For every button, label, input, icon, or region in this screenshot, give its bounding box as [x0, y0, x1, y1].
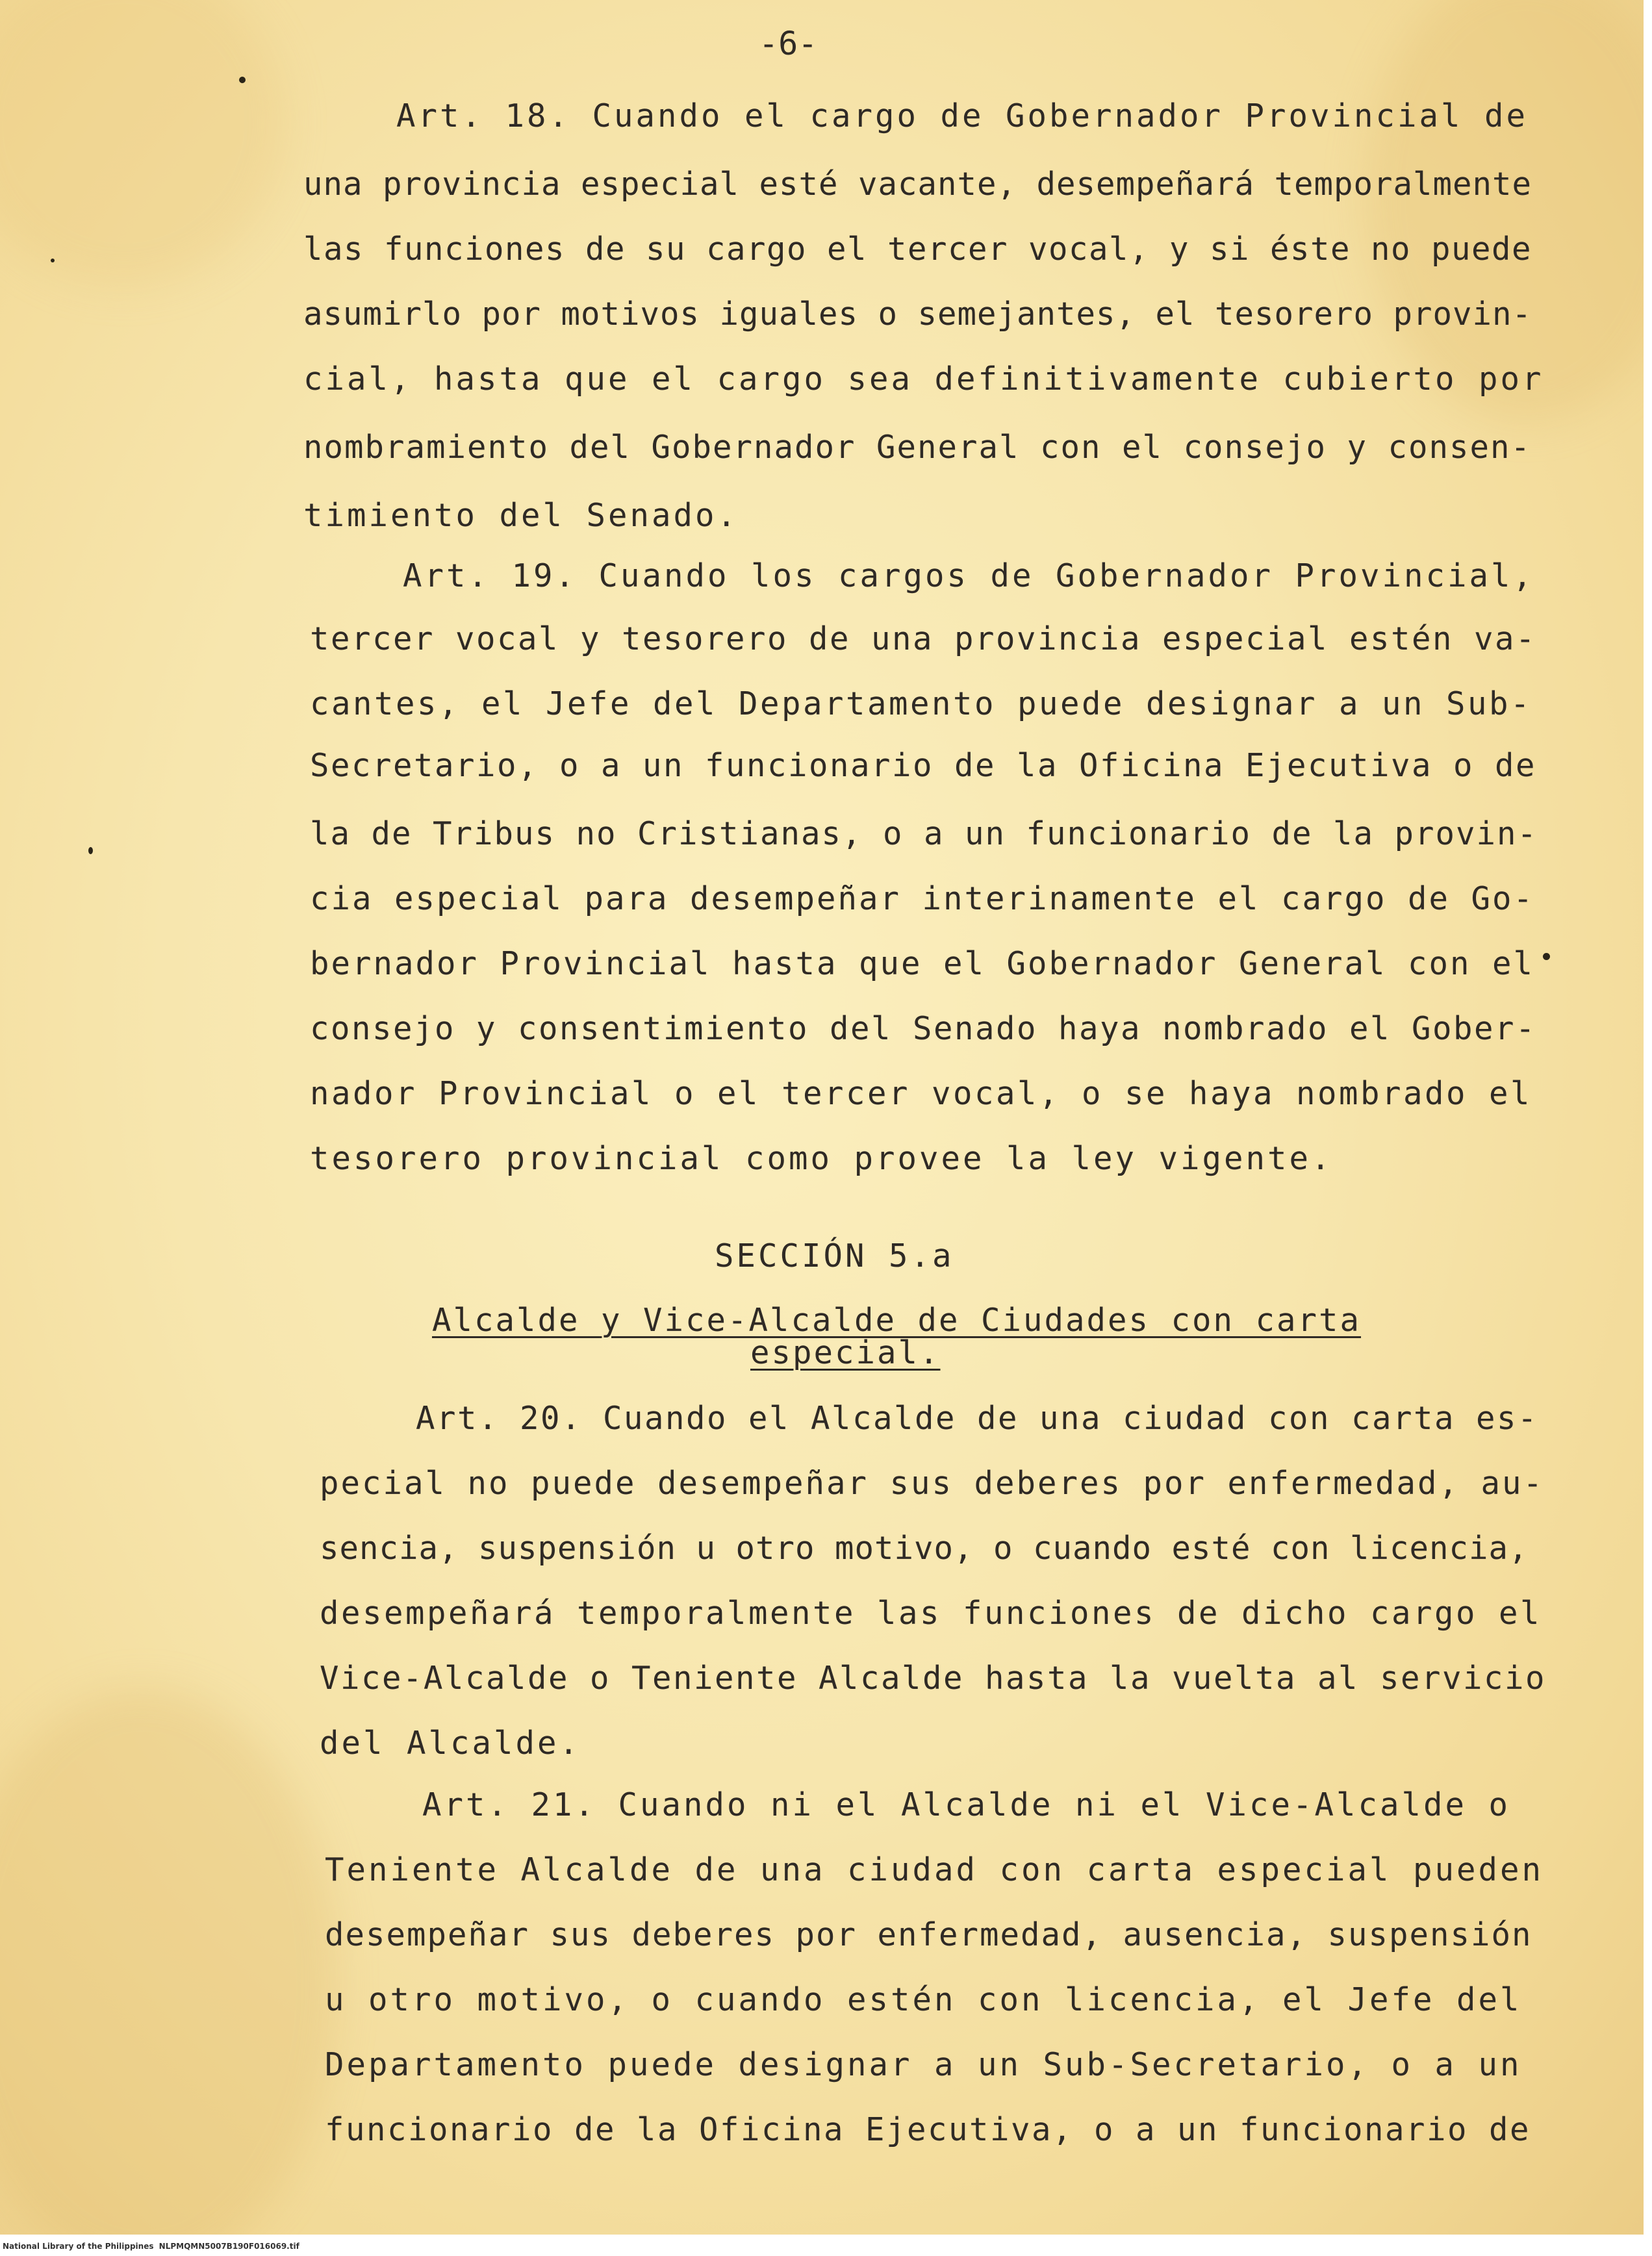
ink-spot [239, 77, 246, 83]
article-18-line: timiento del Senado. [303, 497, 739, 534]
article-19-line: tesorero provincial como provee la ley vigente. [310, 1140, 1333, 1177]
article-21-line: Teniente Alcalde de una ciudad con carta especial pueden [325, 1851, 1544, 1888]
footer-file-id: NLPMQMN5007B190F016069.tif [159, 2242, 299, 2251]
article-18-line: asumirlo por motivos iguales o semejantes, el tesorero provin- [303, 296, 1532, 333]
article-18-line: nombramiento del Gobernador General con el consejo y consen- [303, 429, 1532, 466]
article-19-line: cia especial para desempeñar interinamente el cargo de Go- [310, 880, 1535, 917]
article-19-line: la de Tribus no Cristianas, o a un funcionario de la provin- [310, 815, 1538, 852]
footer-library: National Library of the Philippines [3, 2242, 154, 2251]
article-21-line: funcionario de la Oficina Ejecutiva, o a un funcionario de [325, 2111, 1531, 2148]
article-20-line: Art. 20. Cuando el Alcalde de una ciudad con carta es- [416, 1400, 1539, 1437]
article-19-line: Secretario, o a un funcionario de la Oficina Ejecutiva o de [310, 747, 1537, 784]
article-18-line: las funciones de su cargo el tercer vocal, y si éste no puede [303, 231, 1532, 268]
article-20-line: del Alcalde. [320, 1725, 581, 1762]
article-20-line: pecial no puede desempeñar sus deberes por enfermedad, au- [320, 1465, 1545, 1502]
article-18-line: una provincia especial esté vacante, desempeñará temporalmente [303, 166, 1532, 203]
section-title: SECCIÓN 5.a [715, 1237, 954, 1274]
page-number: -6- [759, 25, 818, 62]
article-19-line: cantes, el Jefe del Departamento puede designar a un Sub- [310, 685, 1532, 722]
article-21-line: Departamento puede designar a un Sub-Secretario, o a un [325, 2046, 1522, 2083]
article-21-line: u otro motivo, o cuando estén con licencia, el Jefe del [325, 1981, 1522, 2018]
section-heading-line: especial. [750, 1334, 941, 1371]
article-20-line: sencia, suspensión u otro motivo, o cuando esté con licencia, [320, 1530, 1529, 1567]
article-19-line: tercer vocal y tesorero de una provincia especial estén va- [310, 620, 1537, 657]
article-18-line: Art. 18. Cuando el cargo de Gobernador Provincial de [396, 97, 1529, 134]
article-19-line: consejo y consentimiento del Senado haya nombrado el Gober- [310, 1010, 1537, 1047]
scan-footer [0, 2237, 1652, 2256]
article-20-line: desempeñará temporalmente las funciones de dicho cargo el [320, 1595, 1542, 1632]
article-21-line: desempeñar sus deberes por enfermedad, ausencia, suspensión [325, 1916, 1532, 1953]
ink-spot [1543, 953, 1550, 960]
article-18-line: cial, hasta que el cargo sea definitivamente cubierto por [303, 361, 1544, 398]
article-19-line: nador Provincial o el tercer vocal, o se haya nombrado el [310, 1075, 1532, 1112]
article-19-line: bernador Provincial hasta que el Gobernador General con el [310, 945, 1535, 982]
ink-spot [88, 847, 93, 854]
article-19-line: Art. 19. Cuando los cargos de Gobernador Provincial, [403, 557, 1535, 594]
article-20-line: Vice-Alcalde o Teniente Alcalde hasta la vuelta al servicio [320, 1660, 1547, 1697]
section-heading-line: Alcalde y Vice-Alcalde de Ciudades con carta [432, 1302, 1362, 1339]
article-21-line: Art. 21. Cuando ni el Alcalde ni el Vice-Alcalde o [422, 1786, 1511, 1823]
ink-spot [51, 259, 55, 262]
